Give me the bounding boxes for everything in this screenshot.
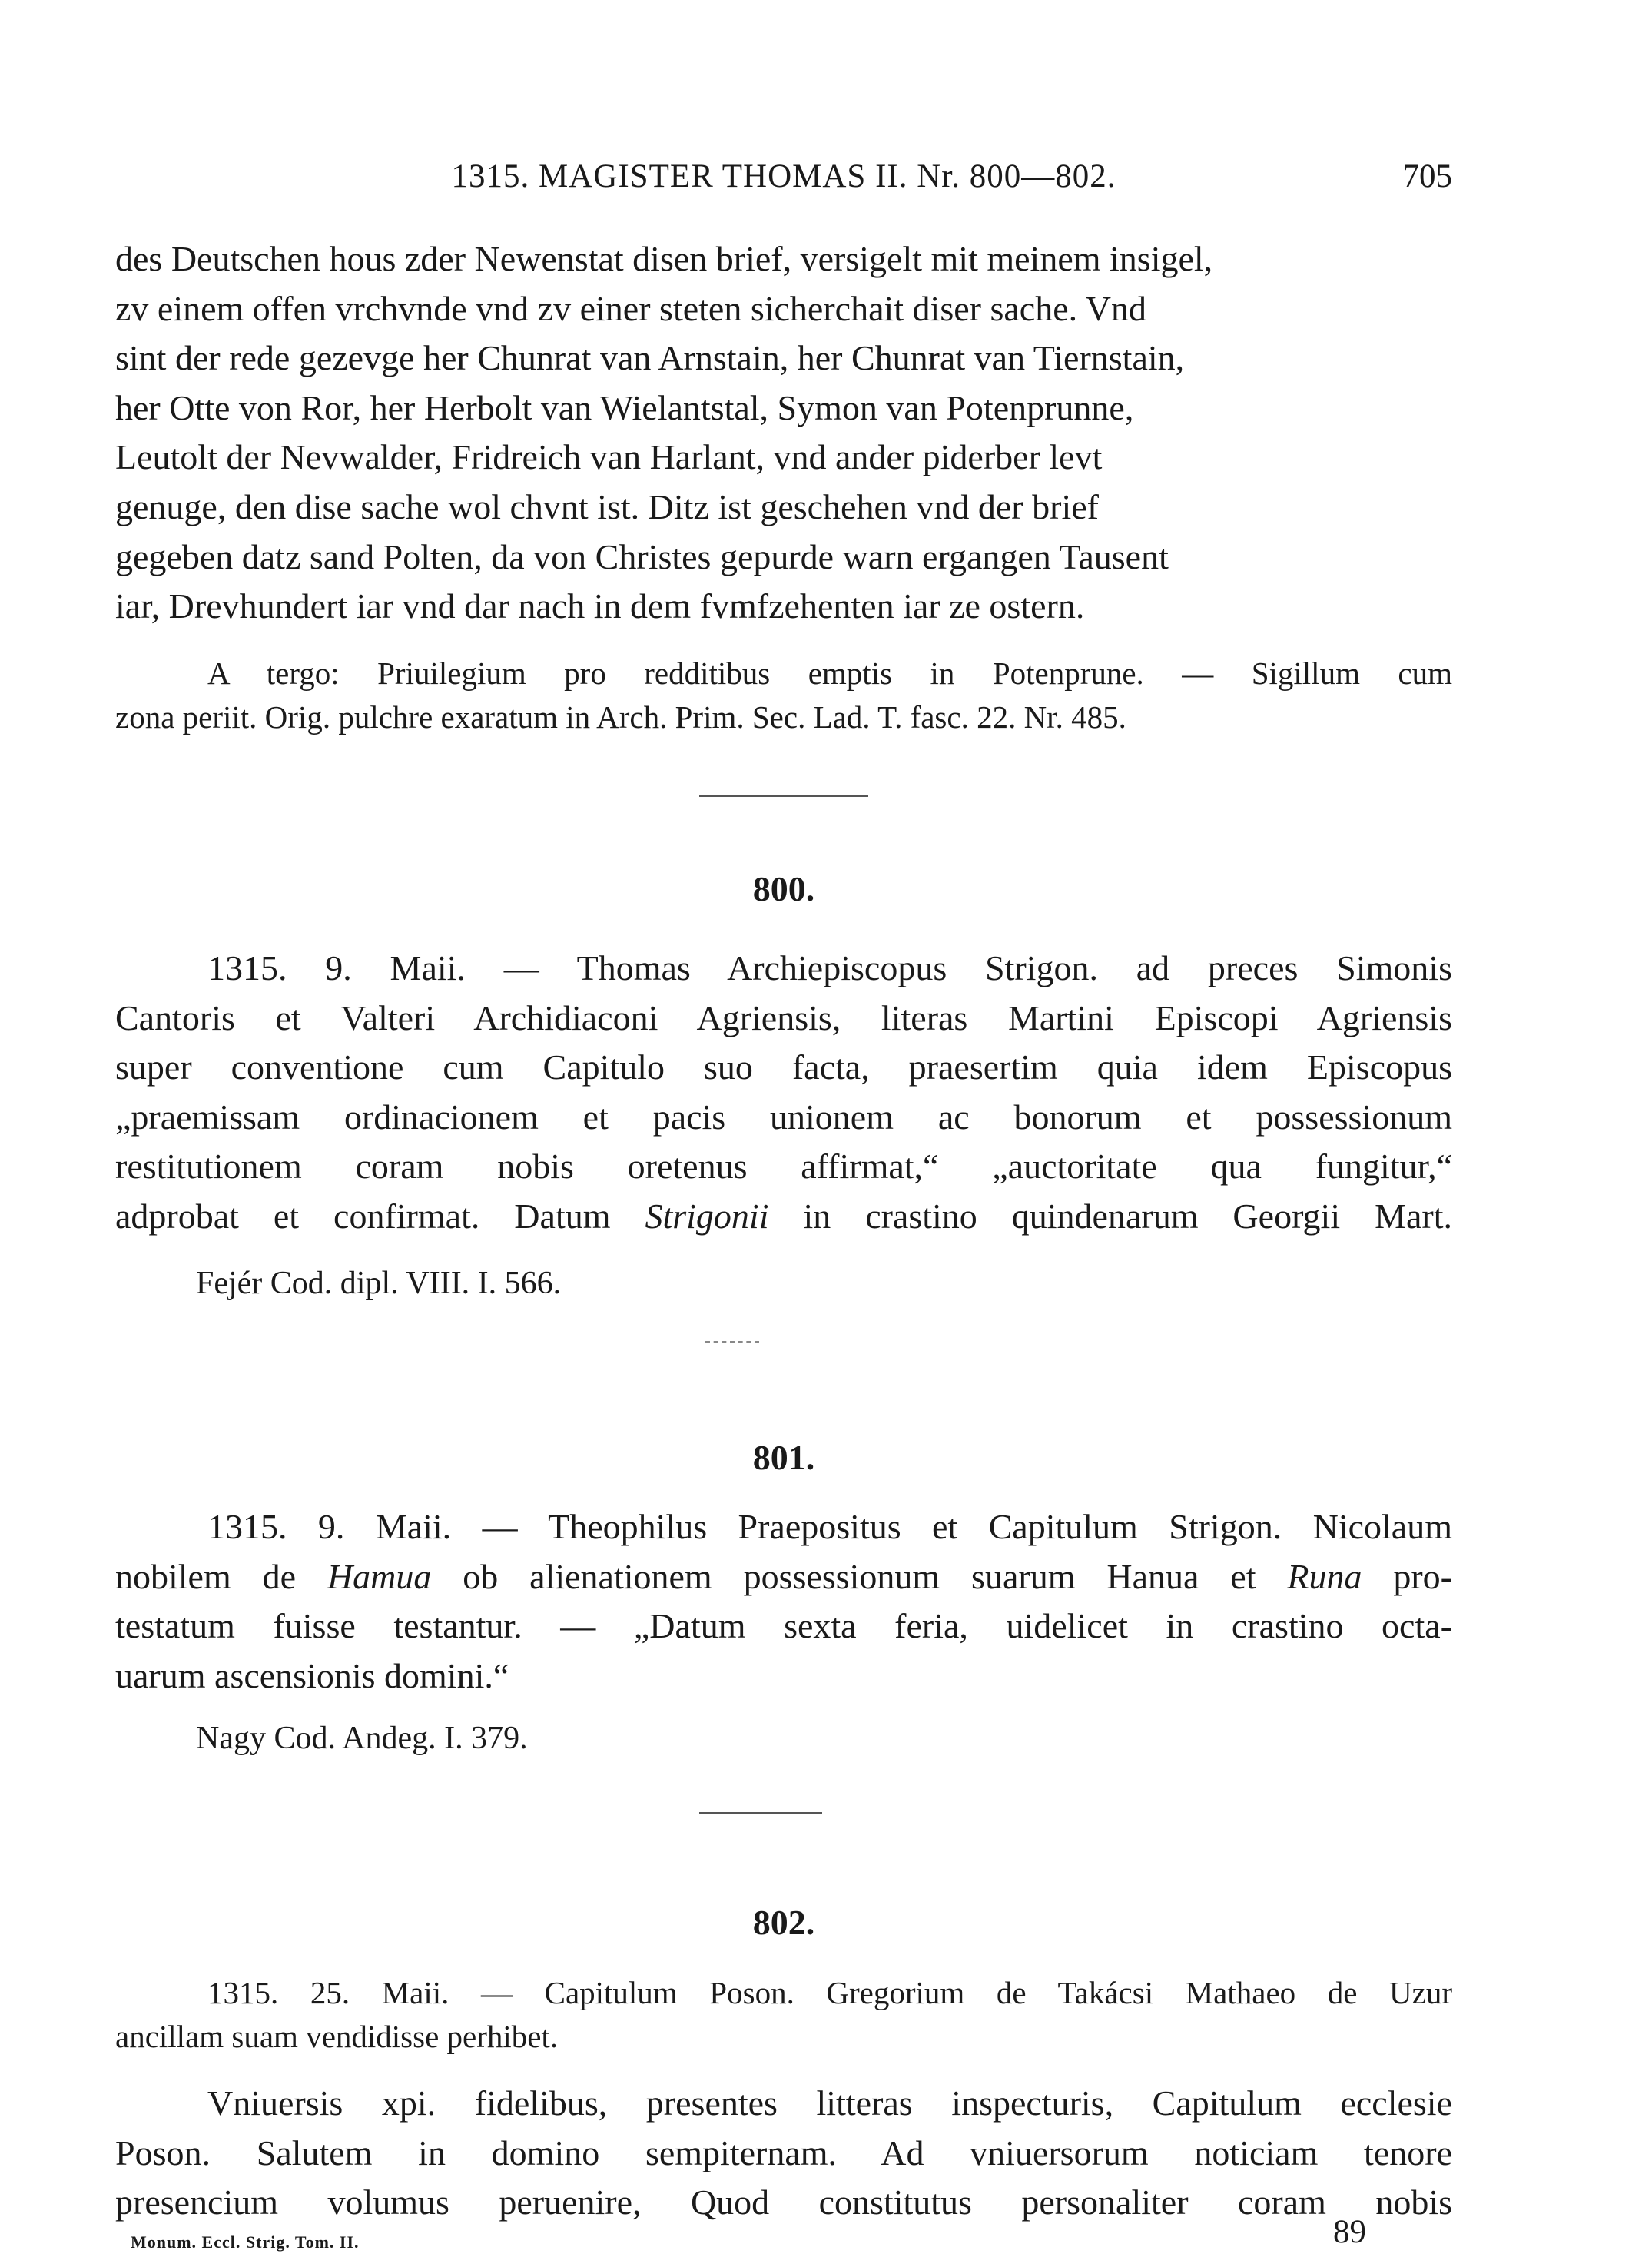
text-line — [115, 1552, 1452, 1602]
text-line: super conventione cum Capitulo suo facta, praesertim quia idem Episcopus — [115, 1047, 1452, 1087]
summary-line: 1315. 25. Maii. — Capitulum Poson. Gregorium de Takácsi Mathaeo de Uzur — [207, 1975, 1452, 2010]
place-name: Runa — [1287, 1556, 1362, 1596]
page-number: 705 — [1402, 158, 1452, 194]
text-line: presencium volumus peruenire, Quod constitutus personaliter coram nobis — [115, 2182, 1452, 2222]
entry-800-citation: Fejér Cod. dipl. VIII. I. 566. — [196, 1266, 562, 1301]
text-line: Vniuersis xpi. fidelibus, presentes litteras inspecturis, Capitulum ecclesie — [207, 2083, 1452, 2123]
entry-number-800: 800. — [752, 869, 815, 908]
text-line: iar, Drevhundert iar vnd dar nach in dem fvmfzehenten iar ze ostern. — [115, 586, 1085, 626]
text-line: genuge, den dise sache wol chvnt ist. Ditz ist geschehen vnd der brief — [115, 486, 1099, 526]
text-line: 1315. 9. Maii. — Theophilus Praepositus et Capitulum Strigon. Nicolaum — [207, 1507, 1452, 1546]
section-divider — [699, 1812, 822, 1814]
text-line: uarum ascensionis domini.“ — [115, 1655, 509, 1695]
text-line: testatum fuisse testantur. — „Datum sexta feria, uidelicet in crastino octa- — [115, 1606, 1452, 1646]
entry-801-citation: Nagy Cod. Andeg. I. 379. — [196, 1721, 528, 1756]
text-segment: adprobat et confirmat. Datum — [115, 1196, 645, 1236]
text-line: restitutionem coram nobis oretenus affirmat,“ „auctoritate qua fungitur,“ — [115, 1147, 1452, 1187]
text-line: zv einem offen vrchvnde vnd zv einer steten sicherchait diser sache. Vnd — [115, 288, 1147, 328]
text-segment: in crastino quindenarum Georgii Mart. — [768, 1196, 1452, 1236]
text-segment: nobilem de — [115, 1556, 327, 1596]
archival-note — [115, 652, 1452, 739]
text-line: Cantoris et Valteri Archidiaconi Agriensis, literas Martini Episcopi Agriensis — [115, 997, 1452, 1037]
place-name: Strigonii — [645, 1196, 769, 1236]
entry-number-801: 801. — [752, 1438, 815, 1477]
section-divider — [705, 1341, 759, 1343]
header-title: 1315. MAGISTER THOMAS II. Nr. 800—802. — [451, 158, 1116, 194]
running-header — [115, 158, 1452, 204]
entry-800-text — [115, 944, 1452, 1242]
entry-802-summary — [115, 1971, 1452, 2059]
text-line: sint der rede gezevge her Chunrat van Arnstain, her Chunrat van Tiernstain, — [115, 338, 1185, 378]
text-segment: pro- — [1362, 1556, 1452, 1596]
entry-802-text — [115, 2079, 1452, 2228]
note-line: zona periit. Orig. pulchre exaratum in Arch. Prim. Sec. Lad. T. fasc. 22. Nr. 485. — [115, 699, 1126, 735]
text-line: „praemissam ordinacionem et pacis unionem ac bonorum et possessionum — [115, 1097, 1452, 1137]
text-line: des Deutschen hous zder Newenstat disen brief, versigelt mit meinem insigel, — [115, 239, 1213, 278]
sheet-number: 89 — [1333, 2214, 1366, 2250]
text-line: Leutolt der Nevwalder, Fridreich van Harlant, vnd ander piderber levt — [115, 437, 1103, 477]
text-line: 1315. 9. Maii. — Thomas Archiepiscopus Strigon. ad preces Simonis — [207, 948, 1452, 987]
text-line — [115, 1192, 1452, 1242]
text-line: Poson. Salutem in domino sempiternam. Ad vniuersorum noticiam tenore — [115, 2133, 1452, 2172]
text-line: her Otte von Ror, her Herbolt van Wielantstal, Symon van Potenprunne, — [115, 387, 1134, 427]
summary-line: ancillam suam vendidisse perhibet. — [115, 2019, 559, 2054]
signature-mark: Monum. Eccl. Strig. Tom. II. — [131, 2232, 360, 2252]
entry-801-text — [115, 1502, 1452, 1701]
entry-number-802: 802. — [752, 1903, 815, 1942]
text-segment: ob alienationem possessionum suarum Hanua et — [431, 1556, 1288, 1596]
intro-paragraph — [115, 234, 1452, 632]
text-line: gegeben datz sand Polten, da von Christes gepurde warn ergangen Tausent — [115, 536, 1169, 576]
place-name: Hamua — [327, 1556, 432, 1596]
section-divider — [699, 795, 868, 797]
note-line: A tergo: Priuilegium pro redditibus emptis in Potenprune. — Sigillum cum — [207, 656, 1452, 691]
